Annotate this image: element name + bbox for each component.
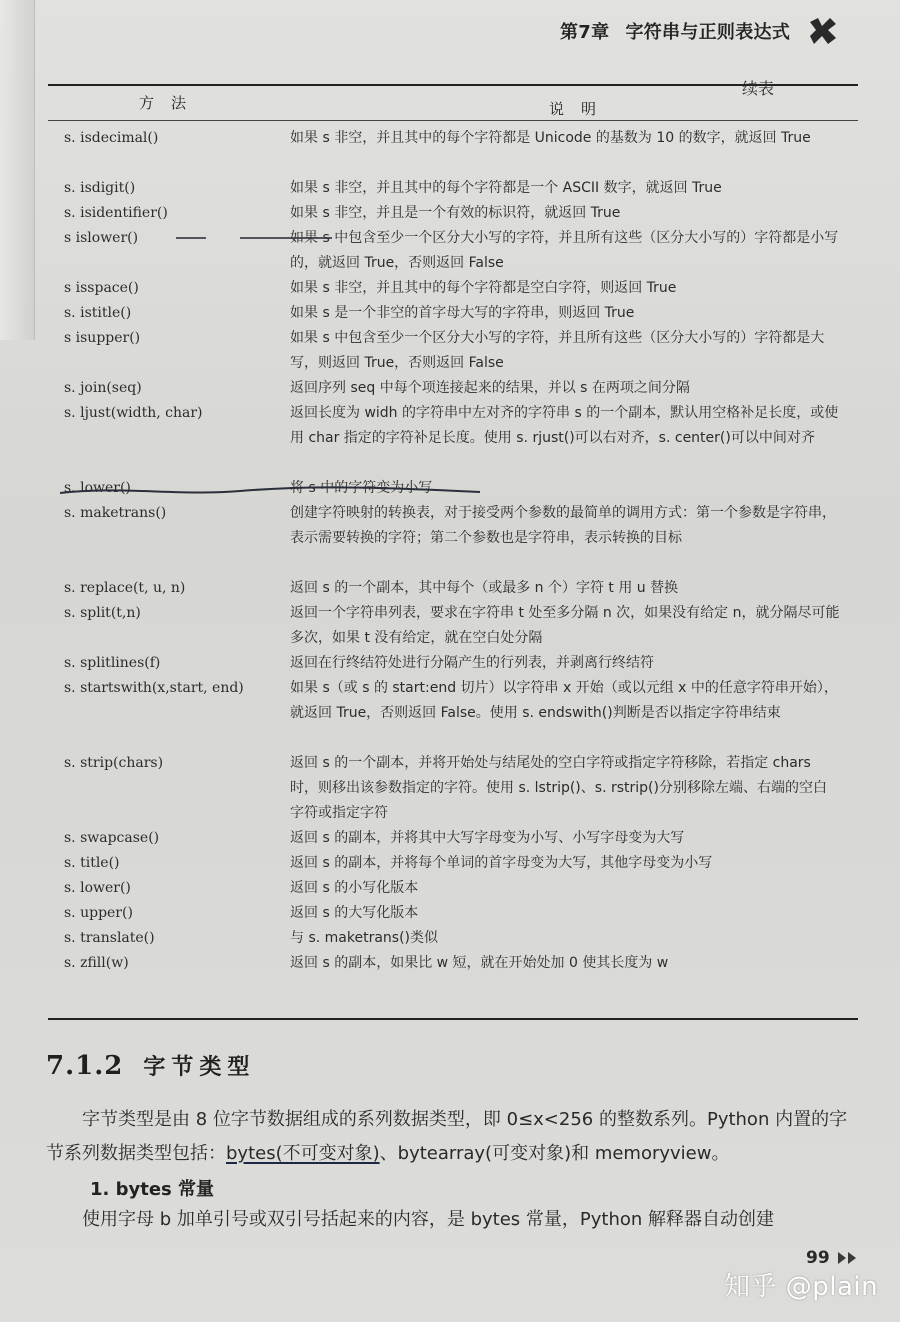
table-row <box>48 926 858 951</box>
method-name: s. lower() <box>64 880 131 896</box>
table-row <box>48 876 858 901</box>
table-row <box>48 276 858 301</box>
table-header-rule <box>48 120 858 121</box>
method-description: 返回 s 的副本，并将其中大写字母变为小写、小写字母变为大写 <box>290 830 685 846</box>
method-description: 将 s 中的字符变为小写 <box>290 480 433 496</box>
table-continued-label: 续表 <box>742 79 775 98</box>
table-row <box>48 501 858 551</box>
method-name: s. join(seq) <box>64 380 142 396</box>
table-row <box>48 226 858 276</box>
section-number: 7.1.2 <box>46 1051 124 1081</box>
table-row <box>48 576 858 601</box>
method-description: 返回 s 的一个副本，并将开始处与结尾处的空白字符或指定字符移除，若指定 chars 时，则移出该参数指定的字符。使用 s. lstrip()、s. rstrip()分别移除左端、右端的空白字符或指定字符 <box>290 755 827 821</box>
method-name: s. istitle() <box>64 305 132 321</box>
method-name: s. split(t,n) <box>64 605 141 621</box>
method-description: 如果 s 非空，并且其中的每个字符都是一个 ASCII 数字，就返回 True <box>290 180 722 196</box>
method-description: 返回 s 的小写化版本 <box>290 880 419 896</box>
method-name: s. splitlines(f) <box>64 655 161 671</box>
section-heading <box>46 1050 856 1081</box>
method-name: s isupper() <box>64 330 141 346</box>
subsection-paragraph: 使用字母 b 加单引号或双引号括起来的内容，是 bytes 常量，Python 解释器自动创建 <box>82 1209 775 1230</box>
method-name: s. maketrans() <box>64 505 167 521</box>
method-description: 与 s. maketrans()类似 <box>290 930 438 946</box>
table-row <box>48 301 858 326</box>
method-name: s. replace(t, u, n) <box>64 580 186 596</box>
section-paragraph <box>46 1103 856 1171</box>
method-name: s. strip(chars) <box>64 755 164 771</box>
pen-underline-mark <box>240 237 332 239</box>
method-description: 返回一个字符串列表，要求在字符串 t 处至多分隔 n 次，如果没有给定 n，就分隔尽可能多次，如果 t 没有给定，就在空白处分隔 <box>290 605 840 646</box>
watermark: 知乎 @plain <box>724 1272 879 1302</box>
table-row <box>48 651 858 676</box>
table-row <box>48 751 858 826</box>
table-bottom-rule <box>48 1018 858 1020</box>
method-description: 创建字符映射的转换表，对于接受两个参数的最简单的调用方式：第一个参数是字符串，表示需要转换的字符；第二个参数也是字符串，表示转换的目标 <box>290 505 836 546</box>
pen-underline-mark <box>176 237 206 239</box>
method-name: s. upper() <box>64 905 133 921</box>
method-name: s islower() <box>64 230 139 246</box>
header-description: 说 明 <box>548 99 597 118</box>
method-name: s. swapcase() <box>64 830 160 846</box>
section-title: 字节类型 <box>143 1054 256 1080</box>
paragraph-text: 字节类型是由 8 位字节数据组成的系列数据类型，即 0≤x<256 的整数系列。Python 内置的字节系列数据类型包括： <box>46 1109 848 1164</box>
paragraph-text-continued: 、bytearray(可变对象)和 memoryview。 <box>379 1143 730 1164</box>
method-description: 如果 s 非空，并且其中的每个字符都是 Unicode 的基数为 10 的数字，就返回 True <box>290 130 811 146</box>
underlined-text: bytes(不可变对象) <box>226 1143 380 1164</box>
table-header <box>48 84 858 120</box>
running-header <box>560 12 860 50</box>
table-row <box>48 851 858 876</box>
section-7-1-2 <box>46 1050 856 1237</box>
table-row <box>48 401 858 451</box>
page-number-text: 99 <box>806 1248 830 1268</box>
method-description: 返回长度为 widh 的字符串中左对齐的字符串 s 的一个副本，默认用空格补足长度，或使用 char 指定的字符补足长度。使用 s. rjust()可以右对齐，s. center()可以中间对齐 <box>290 405 839 446</box>
method-name: s. startswith(x,start, end) <box>64 680 244 696</box>
subsection-heading: 1. bytes 常量 <box>90 1179 215 1200</box>
method-description: 返回 s 的大写化版本 <box>290 905 419 921</box>
chapter-number: 第7章 <box>560 22 610 43</box>
method-name: s. isdecimal() <box>64 130 159 146</box>
table-body <box>48 126 858 1016</box>
method-description: 如果 s 非空，并且是一个有效的标识符，就返回 True <box>290 205 621 221</box>
method-name: s. ljust(width, char) <box>64 405 203 421</box>
pen-wavy-underline <box>60 484 480 498</box>
method-name: s. zfill(w) <box>64 955 129 971</box>
method-description: 返回序列 seq 中每个项连接起来的结果，并以 s 在两项之间分隔 <box>290 380 690 396</box>
table-row <box>48 901 858 926</box>
table-row <box>48 176 858 201</box>
table-row <box>48 376 858 401</box>
table-row <box>48 826 858 851</box>
method-name: s isspace() <box>64 280 139 296</box>
table-row <box>48 326 858 376</box>
header-method: 方 法 <box>138 93 187 112</box>
method-name: s. isidentifier() <box>64 205 168 221</box>
method-name: s. title() <box>64 855 120 871</box>
table-row <box>48 201 858 226</box>
method-description: 如果 s 中包含至少一个区分大小写的字符，并且所有这些（区分大小写的）字符都是小写的，就返回 True，否则返回 False <box>290 230 839 271</box>
method-description: 如果 s 中包含至少一个区分大小写的字符，并且所有这些（区分大小写的）字符都是大写，则返回 True，否则返回 False <box>290 330 825 371</box>
chapter-decoration-icon <box>806 14 840 48</box>
chapter-title: 字符串与正则表达式 <box>625 22 791 43</box>
method-table <box>48 84 858 1020</box>
method-description: 如果 s 非空，并且其中的每个字符都是空白字符，则返回 True <box>290 280 677 296</box>
double-chevron-right-icon <box>836 1250 860 1266</box>
method-description: 返回 s 的一个副本，其中每个（或最多 n 个）字符 t 用 u 替换 <box>290 580 679 596</box>
page-number <box>806 1248 860 1268</box>
table-row <box>48 601 858 651</box>
method-description: 如果 s（或 s 的 start:end 切片）以字符串 x 开始（或以元组 x 中的任意字符串开始），就返回 True，否则返回 False。使用 s. endswith()判断是否以指定字符串结束 <box>290 680 838 721</box>
method-name: s. lower() <box>64 480 131 496</box>
method-name: s. isdigit() <box>64 180 136 196</box>
method-description: 返回 s 的副本，并将每个单词的首字母变为大写，其他字母变为小写 <box>290 855 713 871</box>
table-row <box>48 676 858 726</box>
previous-page-edge <box>0 0 35 340</box>
method-description: 返回在行终结符处进行分隔产生的行列表，并剥离行终结符 <box>290 655 654 671</box>
table-row <box>48 126 858 151</box>
method-description: 返回 s 的副本，如果比 w 短，就在开始处加 0 使其长度为 w <box>290 955 669 971</box>
method-description: 如果 s 是一个非空的首字母大写的字符串，则返回 True <box>290 305 635 321</box>
method-name: s. translate() <box>64 930 155 946</box>
table-row <box>48 951 858 976</box>
